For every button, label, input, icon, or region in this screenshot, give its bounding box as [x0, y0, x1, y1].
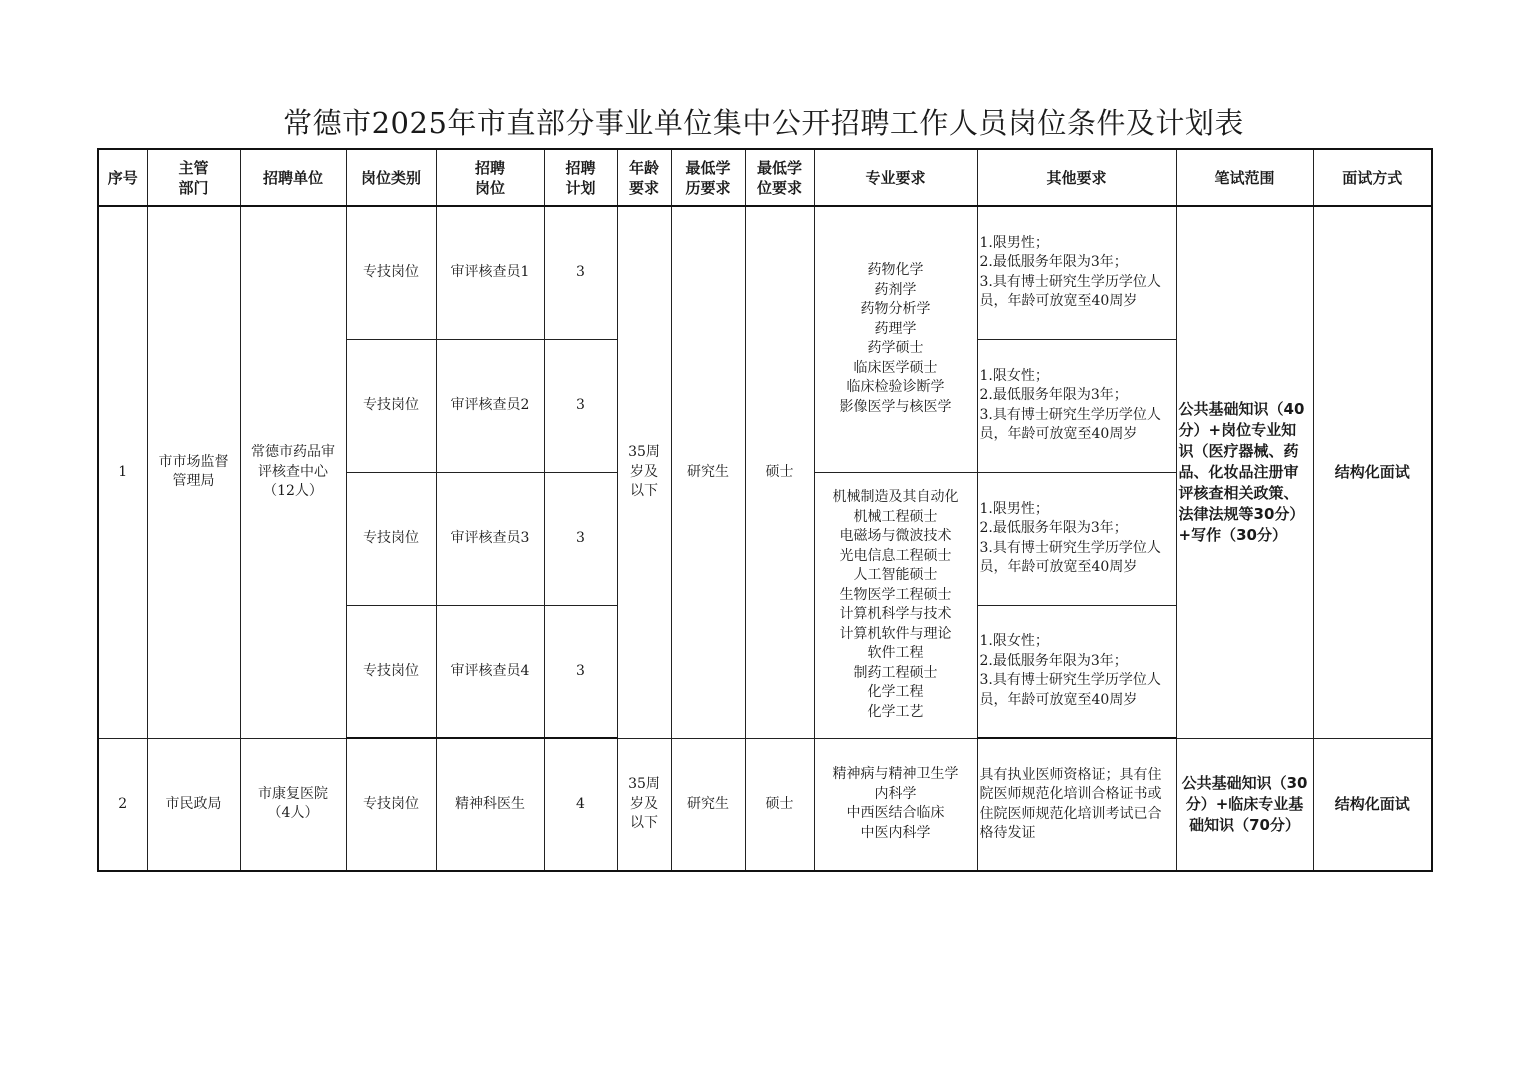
table-row: [98, 738, 1432, 871]
other-req-cell: 1.限女性； 2.最低服务年限为3年； 3.具有博士研究生学历学位人员，年龄可放宽至40周岁: [977, 339, 1176, 472]
header-interview: 面试方式: [1313, 149, 1432, 206]
header-seq: 序号: [98, 149, 147, 206]
header-major: 专业要求: [814, 149, 977, 206]
post-cell: 审评核查员3: [436, 472, 544, 605]
age-cell: 35周 岁及 以下: [617, 738, 671, 871]
header-degree: 最低学 位要求: [745, 149, 814, 206]
header-dept: 主管 部门: [147, 149, 240, 206]
category-cell: 专技岗位: [346, 206, 436, 339]
page-title: 常德市2025年市直部分事业单位集中公开招聘工作人员岗位条件及计划表: [283, 106, 1244, 140]
header-category: 岗位类别: [346, 149, 436, 206]
degree-cell: 硕士: [745, 206, 814, 738]
header-post: 招聘 岗位: [436, 149, 544, 206]
edu-cell: 研究生: [671, 206, 745, 738]
interview-cell: 结构化面试: [1313, 206, 1432, 738]
seq-cell: 1: [98, 206, 147, 738]
plan-cell: 3: [544, 339, 617, 472]
post-cell: 审评核查员2: [436, 339, 544, 472]
other-req-cell: 1.限女性； 2.最低服务年限为3年； 3.具有博士研究生学历学位人员，年龄可放宽至40周岁: [977, 605, 1176, 738]
category-cell: 专技岗位: [346, 605, 436, 738]
post-cell: 审评核查员4: [436, 605, 544, 738]
interview-cell: 结构化面试: [1313, 738, 1432, 871]
other-req-cell: 1.限男性； 2.最低服务年限为3年； 3.具有博士研究生学历学位人员，年龄可放宽至40周岁: [977, 206, 1176, 339]
dept-cell: 市民政局: [147, 738, 240, 871]
header-exam: 笔试范围: [1176, 149, 1313, 206]
table-row: [98, 206, 1432, 339]
category-cell: 专技岗位: [346, 472, 436, 605]
category-cell: 专技岗位: [346, 339, 436, 472]
seq-cell: 2: [98, 738, 147, 871]
post-cell: 审评核查员1: [436, 206, 544, 339]
plan-cell: 3: [544, 472, 617, 605]
plan-cell: 4: [544, 738, 617, 871]
exam-scope-cell: 公共基础知识（40分）+岗位专业知识（医疗器械、药品、化妆品注册审评核查相关政策、法律法规等30分）+写作（30分）: [1176, 206, 1313, 738]
major-cell: 精神病与精神卫生学 内科学 中西医结合临床 中医内科学: [814, 738, 977, 871]
header-edu: 最低学 历要求: [671, 149, 745, 206]
unit-cell: 常德市药品审 评核查中心 （12人）: [240, 206, 346, 738]
major-cell: 机械制造及其自动化 机械工程硕士 电磁场与微波技术 光电信息工程硕士 人工智能硕士 生物医学工程硕士 计算机科学与技术 计算机软件与理论 软件工程 制药工程硕士 化学工程 化学工艺: [814, 472, 977, 738]
degree-cell: 硕士: [745, 738, 814, 871]
exam-scope-cell: 公共基础知识（30分）+临床专业基础知识（70分）: [1176, 738, 1313, 871]
recruitment-table: [97, 148, 1433, 872]
unit-cell: 市康复医院 （4人）: [240, 738, 346, 871]
header-other: 其他要求: [977, 149, 1176, 206]
category-cell: 专技岗位: [346, 738, 436, 871]
edu-cell: 研究生: [671, 738, 745, 871]
plan-cell: 3: [544, 206, 617, 339]
header-age: 年龄 要求: [617, 149, 671, 206]
header-unit: 招聘单位: [240, 149, 346, 206]
major-cell: 药物化学 药剂学 药物分析学 药理学 药学硕士 临床医学硕士 临床检验诊断学 影像医学与核医学: [814, 206, 977, 472]
post-cell: 精神科医生: [436, 738, 544, 871]
header-row: [98, 149, 1432, 206]
header-plan: 招聘 计划: [544, 149, 617, 206]
plan-cell: 3: [544, 605, 617, 738]
age-cell: 35周 岁及 以下: [617, 206, 671, 738]
dept-cell: 市市场监督 管理局: [147, 206, 240, 738]
other-req-cell: 1.限男性； 2.最低服务年限为3年； 3.具有博士研究生学历学位人员，年龄可放宽至40周岁: [977, 472, 1176, 605]
other-req-cell: 具有执业医师资格证；具有住院医师规范化培训合格证书或住院医师规范化培训考试已合格待发证: [977, 738, 1176, 871]
